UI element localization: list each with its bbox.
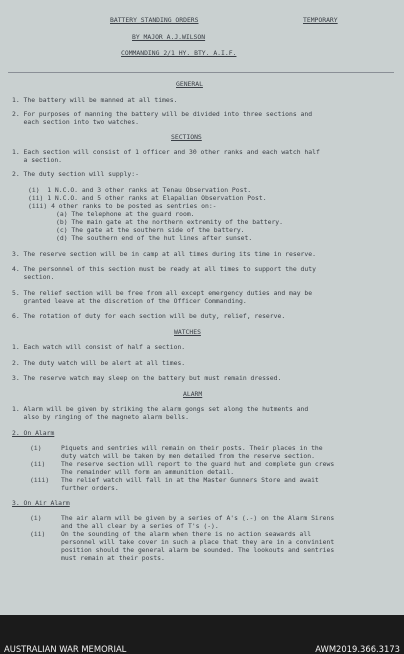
paragraph: 3. The reserve section will be in camp at all times during its time in reserve. — [12, 250, 316, 258]
paragraph: 1. Each watch will consist of half a section. — [12, 343, 186, 351]
list-item: (d) The southern end of the hut lines after sunset. — [56, 234, 253, 242]
paragraph: 2. The duty watch will be alert at all times. — [12, 359, 186, 367]
header-title: BATTERY STANDING ORDERS — [110, 16, 199, 24]
list-number: (iii) — [30, 476, 50, 484]
subheading-on-air-alarm: 3. On Air Alarm — [12, 499, 70, 507]
paragraph: 1. The battery will be manned at all times. — [12, 96, 178, 104]
footer-institution: AUSTRALIAN WAR MEMORIAL — [4, 644, 127, 654]
subheading-on-alarm: 2. On Alarm — [12, 429, 55, 437]
header-tag: TEMPORARY — [303, 16, 338, 24]
list-item: (b) The main gate at the northern extremity of the battery. — [56, 218, 284, 226]
list-item: On the sounding of the alarm when there is no action seawards all — [61, 530, 312, 538]
list-item: (a) The telephone at the guard room. — [56, 210, 195, 218]
list-item: position should the general alarm be sounded. The lookouts and sentries — [61, 546, 335, 554]
list-item: (iii) 4 other ranks to be posted as sentries on:- — [28, 202, 217, 210]
list-item: must remain at their posts. — [61, 554, 165, 562]
list-item: The remainder will form an ammunition detail. — [61, 468, 235, 476]
paragraph: section. — [12, 273, 55, 281]
header-author: BY MAJOR A.J.WILSON — [132, 33, 206, 41]
paragraph: 2. The duty section will supply:- — [12, 170, 139, 178]
list-item: (c) The gate at the southern side of the battery. — [56, 226, 245, 234]
list-number: (ii) — [30, 460, 46, 468]
list-item: personnel will take cover in such a place that they are in a convinient — [61, 538, 335, 546]
heading-alarm: ALARM — [183, 390, 203, 398]
list-item: Piquets and sentries will remain on their posts. Their places in the — [61, 444, 323, 452]
paragraph: 6. The rotation of duty for each section will be duty, relief, reserve. — [12, 312, 286, 320]
paragraph: 4. The personnel of this section must be ready at all times to support the duty — [12, 265, 316, 273]
paragraph: also by ringing of the magneto alarm bells. — [12, 413, 189, 421]
paragraph: 3. The reserve watch may sleep on the battery but must remain dressed. — [12, 374, 282, 382]
list-item: and the all clear by a series of T's (-). — [61, 522, 219, 530]
heading-general: GENERAL — [176, 80, 203, 88]
list-item: duty watch will be taken by men detailed from the reserve section. — [61, 452, 315, 460]
paragraph: 2. For purposes of manning the battery will be divided into three sections and — [12, 110, 313, 118]
heading-sections: SECTIONS — [171, 133, 202, 141]
list-number: (i) — [30, 444, 42, 452]
footer-accession-number: AWM2019.366.3173 — [315, 644, 400, 654]
header-command: COMMANDING 2/1 HY. BTY. A.I.F. — [121, 49, 237, 57]
list-item: (i) 1 N.C.O. and 3 other ranks at Tenau Observation Post. — [28, 186, 252, 194]
list-item: The reserve section will report to the guard hut and complete gun crews — [61, 460, 335, 468]
header-divider — [8, 72, 394, 73]
paragraph: each section into two watches. — [12, 118, 139, 126]
list-number: (i) — [30, 514, 42, 522]
paragraph: 5. The relief section will be free from all except emergency duties and may be — [12, 289, 313, 297]
heading-watches: WATCHES — [174, 328, 201, 336]
paragraph: 1. Alarm will be given by striking the alarm gongs set along the hutments and — [12, 405, 309, 413]
paragraph: 1. Each section will consist of 1 officer and 30 other ranks and each watch half — [12, 148, 320, 156]
paragraph: a section. — [12, 156, 63, 164]
list-item: further orders. — [61, 484, 119, 492]
list-number: (ii) — [30, 530, 46, 538]
list-item: The air alarm will be given by a series of A's (.-) on the Alarm Sirens — [61, 514, 335, 522]
paragraph: granted leave at the discretion of the Officer Commanding. — [12, 297, 247, 305]
list-item: (ii) 1 N.C.O. and 5 other ranks at Elapalian Observation Post. — [28, 194, 267, 202]
list-item: The relief watch will fall in at the Master Gunners Store and await — [61, 476, 319, 484]
